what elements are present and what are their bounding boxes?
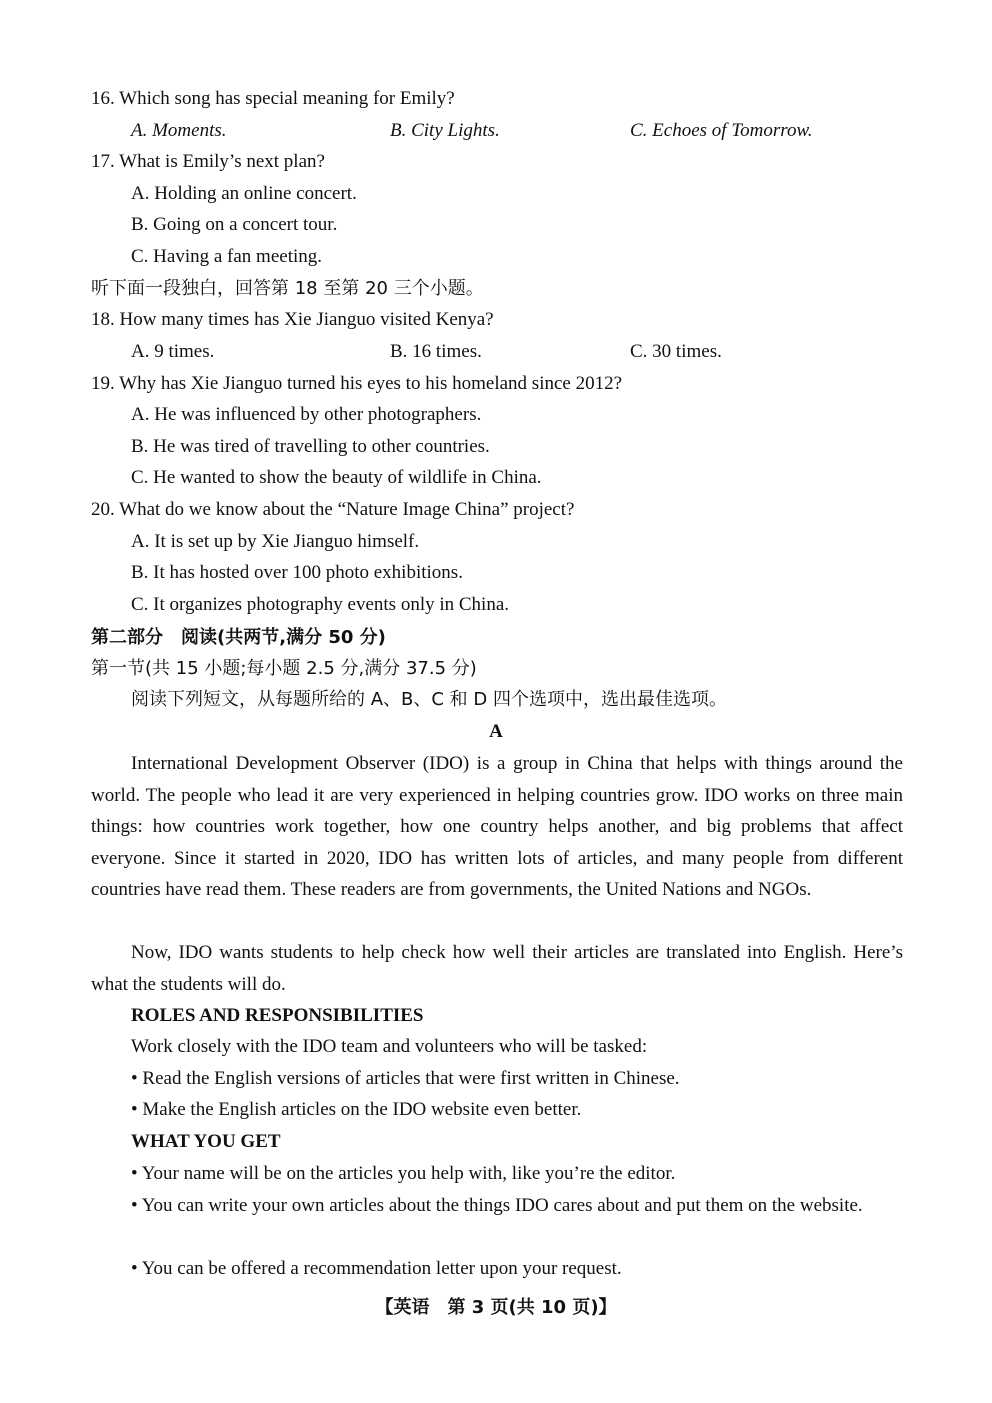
q20-option-c: C. It organizes photography events only in China. <box>131 594 510 615</box>
roles-bullet-2: • Make the English articles on the IDO website even better. <box>131 1099 582 1120</box>
q16-option-b: B. City Lights. <box>390 120 500 141</box>
q19-option-b: B. He was tired of travelling to other countries. <box>131 436 490 457</box>
question-18: 18. How many times has Xie Jianguo visited Kenya? <box>91 309 494 330</box>
q20-option-b: B. It has hosted over 100 photo exhibitions. <box>131 562 463 583</box>
q17-option-c: C. Having a fan meeting. <box>131 246 323 267</box>
roles-bullet-1: • Read the English versions of articles that were first written in Chinese. <box>131 1068 680 1089</box>
q17-option-a: A. Holding an online concert. <box>131 183 357 204</box>
q19-option-c: C. He wanted to show the beauty of wildlife in China. <box>131 467 542 488</box>
passage-label: A <box>489 721 503 742</box>
q20-option-a: A. It is set up by Xie Jianguo himself. <box>131 531 420 552</box>
question-16: 16. Which song has special meaning for Emily? <box>91 88 455 109</box>
part2-title: 第二部分 阅读(共两节,满分 50 分) <box>91 627 386 648</box>
page-footer: 【英语 第 3 页(共 10 页)】 <box>375 1297 617 1318</box>
roles-heading: ROLES AND RESPONSIBILITIES <box>131 1005 424 1026</box>
what-you-get-heading: WHAT YOU GET <box>131 1131 281 1152</box>
section1-title: 第一节(共 15 小题;每小题 2.5 分,满分 37.5 分) <box>91 658 477 679</box>
get-bullet-1: • Your name will be on the articles you help with, like you’re the editor. <box>131 1163 676 1184</box>
get-bullet-2: • You can write your own articles about the things IDO cares about and put them on the website. <box>131 1195 863 1216</box>
question-17: 17. What is Emily’s next plan? <box>91 151 325 172</box>
q17-option-b: B. Going on a concert tour. <box>131 214 338 235</box>
roles-intro: Work closely with the IDO team and volunteers who will be tasked: <box>131 1036 648 1057</box>
q18-option-c: C. 30 times. <box>630 341 722 362</box>
q16-option-c: C. Echoes of Tomorrow. <box>630 120 813 141</box>
passage-paragraph-2: Now, IDO wants students to help check how well their articles are translated into English. Here’s what the students will do. <box>91 942 903 995</box>
q18-option-b: B. 16 times. <box>390 341 482 362</box>
q19-option-a: A. He was influenced by other photographers. <box>131 404 482 425</box>
instruction-18-20: 听下面一段独白，回答第 18 至第 20 三个小题。 <box>91 278 484 299</box>
reading-instruction: 阅读下列短文，从每题所给的 A、B、C 和 D 四个选项中，选出最佳选项。 <box>131 689 727 710</box>
question-20: 20. What do we know about the “Nature Image China” project? <box>91 499 575 520</box>
q16-option-a: A. Moments. <box>131 120 227 141</box>
q18-option-a: A. 9 times. <box>131 341 215 362</box>
question-19: 19. Why has Xie Jianguo turned his eyes to his homeland since 2012? <box>91 373 623 394</box>
passage-paragraph-1: International Development Observer (IDO) is a group in China that helps with things around the world. The people who lead it are very experienced in helping countries grow. IDO works on three main things: how countries work together, how one country helps another, and big problems that affect everyone. Since it started in 2020, IDO has written lots of articles, and many people from different countries have read them. These readers are from governments, the United Nations and NGOs. <box>91 753 903 900</box>
get-bullet-3: • You can be offered a recommendation letter upon your request. <box>131 1258 622 1279</box>
